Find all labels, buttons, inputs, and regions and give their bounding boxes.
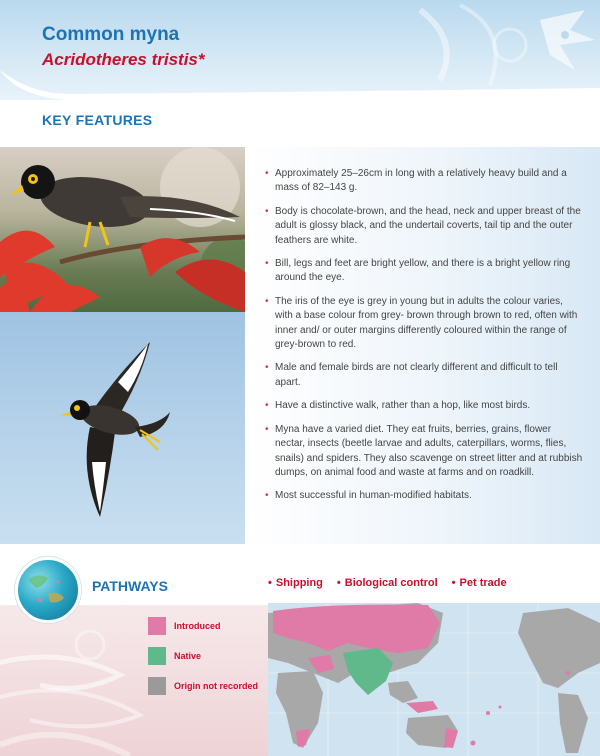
feature-item: • The iris of the eye is grey in young but in adults the colour varies, with a base colour from grey- brown through brown to red, often with inner and/ or outer margins differently coloured within the range of grey-brown to red.	[265, 295, 578, 351]
bullet-icon: •	[265, 400, 269, 412]
bullet-icon: •	[265, 205, 269, 217]
bullet-icon: •	[265, 168, 269, 179]
bullet-icon: •	[265, 362, 269, 374]
pathway-item: • Biological control	[336, 577, 438, 589]
scientific-name: Acridotheres tristis*	[42, 50, 205, 69]
native-swatch	[148, 647, 166, 665]
bullet-icon: •	[265, 423, 269, 435]
map-legend	[148, 616, 258, 706]
flying-myna-photo	[0, 312, 245, 544]
bullet-icon: •	[268, 577, 272, 589]
feature-item: • Most successful in human-modified habitats.	[265, 489, 583, 503]
distribution-map	[268, 603, 600, 756]
feature-item: • Myna have a varied diet. They eat fruits, berries, grains, flower nectar, insects (beetle larvae and adults, caterpillars, worms, flies, snails) and spiders. They also scavenge on street litter and at rubbish dumps, on animal food and waste at farms and on roadkill.	[265, 423, 583, 478]
key-features-panel	[245, 147, 600, 544]
feature-item: • Approximately 25–26cm in long with a relatively heavy build and a mass of 82–143 g.	[265, 168, 567, 194]
origin-not-recorded-swatch	[148, 677, 166, 695]
globe-icon	[15, 557, 81, 623]
feature-item: • Have a distinctive walk, rather than a hop, like most birds.	[265, 399, 583, 413]
page-title: Common myna	[42, 24, 180, 45]
key-features-heading: KEY FEATURES	[42, 112, 153, 128]
introduced-swatch	[148, 617, 166, 635]
pathways-heading: PATHWAYS	[92, 578, 168, 594]
feature-item: • Body is chocolate-brown, and the head, neck and upper breast of the adult is glossy black, and the undertail coverts, tail tip and the outer feathers are white.	[265, 205, 581, 246]
feature-item: • Male and female birds are not clearly different and difficult to tell apart.	[265, 362, 558, 388]
legend-item-origin-not-recorded: Origin not recorded	[148, 676, 258, 696]
pathway-list	[268, 577, 507, 589]
bullet-icon: •	[265, 295, 269, 307]
pathway-item: • Pet trade	[451, 577, 507, 589]
bullet-icon: •	[265, 258, 269, 270]
header-wave	[0, 70, 600, 100]
bullet-icon: •	[336, 577, 341, 589]
legend-item-native: Native	[148, 646, 258, 666]
key-features-list	[265, 167, 583, 513]
bullet-icon: •	[451, 577, 456, 589]
feature-item: • Bill, legs and feet are bright yellow, and there is a bright yellow ring around the eye.	[265, 258, 571, 284]
pathway-item: • Shipping	[268, 577, 323, 589]
perched-myna-photo	[0, 147, 245, 312]
bullet-icon: •	[265, 490, 269, 502]
legend-item-introduced: Introduced	[148, 616, 258, 636]
